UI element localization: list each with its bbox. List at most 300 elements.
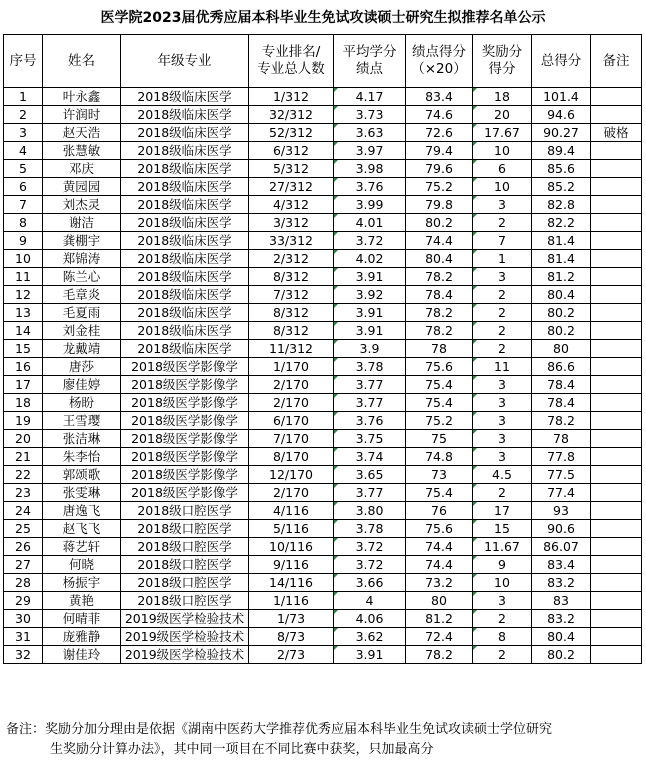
cell-gpa: 4.02 [334, 250, 406, 268]
cell-total: 77.4 [532, 484, 591, 502]
header-bonus-line1: 奖励分 [481, 44, 523, 60]
cell-total: 80.4 [532, 628, 591, 646]
table-row [4, 574, 642, 592]
cell-name: 蒋艺轩 [43, 538, 121, 556]
cell-bonus: 11 [473, 358, 532, 376]
cell-gpa: 3.78 [334, 358, 406, 376]
cell-gpa-score: 79.8 [406, 196, 473, 214]
cell-gpa: 4.06 [334, 610, 406, 628]
table-row [4, 286, 642, 304]
cell-gpa-score: 74.4 [406, 538, 473, 556]
cell-no: 22 [4, 466, 43, 484]
cell-gpa: 3.77 [334, 376, 406, 394]
cell-rank: 14/116 [249, 574, 334, 592]
table-row [4, 322, 642, 340]
cell-remark [591, 214, 642, 232]
cell-no: 32 [4, 646, 43, 664]
cell-gpa: 3.76 [334, 178, 406, 196]
cell-no: 1 [4, 88, 43, 106]
cell-bonus: 18 [473, 88, 532, 106]
cell-gpa: 3.97 [334, 142, 406, 160]
cell-remark [591, 520, 642, 538]
cell-major: 2018级临床医学 [121, 304, 249, 322]
table-row [4, 268, 642, 286]
cell-rank: 2/170 [249, 376, 334, 394]
cell-rank: 8/170 [249, 448, 334, 466]
cell-gpa-score: 81.2 [406, 610, 473, 628]
cell-remark [591, 556, 642, 574]
header-bonus-line2: 得分 [488, 61, 516, 77]
cell-total: 93 [532, 502, 591, 520]
cell-no: 28 [4, 574, 43, 592]
cell-bonus: 15 [473, 520, 532, 538]
cell-total: 82.2 [532, 214, 591, 232]
header-gpa-line2: 绩点 [356, 61, 383, 77]
cell-name: 唐逸飞 [43, 502, 121, 520]
cell-remark [591, 448, 642, 466]
cell-rank: 5/312 [249, 160, 334, 178]
table-row [4, 340, 642, 358]
cell-rank: 5/116 [249, 520, 334, 538]
cell-major: 2018级临床医学 [121, 322, 249, 340]
cell-bonus: 3 [473, 394, 532, 412]
cell-gpa: 3.65 [334, 466, 406, 484]
cell-gpa-score: 74.8 [406, 448, 473, 466]
cell-name: 谢洁 [43, 214, 121, 232]
cell-gpa-score: 75.2 [406, 178, 473, 196]
table-row [4, 178, 642, 196]
cell-gpa-score: 78.2 [406, 304, 473, 322]
table-row [4, 466, 642, 484]
cell-no: 20 [4, 430, 43, 448]
cell-rank: 27/312 [249, 178, 334, 196]
cell-gpa-score: 79.4 [406, 142, 473, 160]
cell-no: 6 [4, 178, 43, 196]
table-row [4, 610, 642, 628]
cell-no: 2 [4, 106, 43, 124]
cell-bonus: 11.67 [473, 538, 532, 556]
cell-rank: 11/312 [249, 340, 334, 358]
cell-total: 94.6 [532, 106, 591, 124]
cell-name: 刘杰灵 [43, 196, 121, 214]
cell-remark [591, 88, 642, 106]
cell-rank: 3/312 [249, 214, 334, 232]
cell-no: 15 [4, 340, 43, 358]
cell-major: 2018级医学影像学 [121, 358, 249, 376]
cell-remark [591, 430, 642, 448]
cell-gpa-score: 83.4 [406, 88, 473, 106]
cell-name: 张洁琳 [43, 430, 121, 448]
cell-bonus: 10 [473, 178, 532, 196]
cell-total: 78.2 [532, 412, 591, 430]
cell-no: 3 [4, 124, 43, 142]
cell-bonus: 2 [473, 484, 532, 502]
cell-gpa: 3.66 [334, 574, 406, 592]
cell-gpa-score: 74.6 [406, 106, 473, 124]
cell-no: 14 [4, 322, 43, 340]
cell-name: 毛章炎 [43, 286, 121, 304]
cell-gpa-score: 72.6 [406, 124, 473, 142]
cell-no: 4 [4, 142, 43, 160]
cell-major: 2018级医学影像学 [121, 466, 249, 484]
cell-name: 赵飞飞 [43, 520, 121, 538]
cell-remark: 破格 [591, 124, 642, 142]
cell-total: 77.5 [532, 466, 591, 484]
cell-major: 2018级口腔医学 [121, 502, 249, 520]
cell-name: 唐莎 [43, 358, 121, 376]
header-gpa [334, 35, 406, 88]
cell-remark [591, 592, 642, 610]
cell-bonus: 2 [473, 610, 532, 628]
cell-total: 90.27 [532, 124, 591, 142]
cell-bonus: 7 [473, 232, 532, 250]
cell-bonus: 8 [473, 628, 532, 646]
cell-total: 83.4 [532, 556, 591, 574]
table-row [4, 88, 642, 106]
table-row [4, 646, 642, 664]
cell-remark [591, 574, 642, 592]
cell-rank: 2/312 [249, 250, 334, 268]
table-row [4, 142, 642, 160]
cell-major: 2018级医学影像学 [121, 394, 249, 412]
cell-gpa: 3.62 [334, 628, 406, 646]
table-row [4, 160, 642, 178]
cell-gpa: 3.9 [334, 340, 406, 358]
cell-name: 刘金桂 [43, 322, 121, 340]
cell-gpa-score: 75.4 [406, 376, 473, 394]
cell-name: 邓庆 [43, 160, 121, 178]
cell-no: 27 [4, 556, 43, 574]
table-row [4, 430, 642, 448]
cell-gpa: 3.91 [334, 304, 406, 322]
cell-name: 何晓 [43, 556, 121, 574]
cell-total: 80.2 [532, 646, 591, 664]
cell-gpa-score: 78.2 [406, 268, 473, 286]
cell-total: 85.2 [532, 178, 591, 196]
table-row [4, 124, 642, 142]
cell-gpa-score: 80.4 [406, 250, 473, 268]
cell-remark [591, 304, 642, 322]
cell-gpa-score: 75.6 [406, 358, 473, 376]
cell-name: 郑锦涛 [43, 250, 121, 268]
cell-bonus: 3 [473, 592, 532, 610]
cell-remark [591, 394, 642, 412]
cell-gpa-score: 76 [406, 502, 473, 520]
cell-bonus: 17 [473, 502, 532, 520]
table-row [4, 556, 642, 574]
cell-total: 81.4 [532, 250, 591, 268]
header-total: 总得分 [532, 35, 591, 88]
cell-major: 2018级临床医学 [121, 340, 249, 358]
cell-gpa-score: 80 [406, 592, 473, 610]
cell-name: 赵天浩 [43, 124, 121, 142]
cell-rank: 32/312 [249, 106, 334, 124]
cell-total: 86.6 [532, 358, 591, 376]
header-row [4, 35, 642, 88]
cell-no: 17 [4, 376, 43, 394]
cell-total: 77.8 [532, 448, 591, 466]
cell-gpa: 3.91 [334, 646, 406, 664]
table-row [4, 394, 642, 412]
header-rank-line1: 专业排名/ [261, 44, 321, 60]
cell-remark [591, 358, 642, 376]
header-remark: 备注 [591, 35, 642, 88]
cell-remark [591, 340, 642, 358]
page-title: 医学院2023届优秀应届本科毕业生免试攻读硕士研究生拟推荐名单公示 [100, 10, 546, 26]
cell-total: 89.4 [532, 142, 591, 160]
cell-name: 毛夏雨 [43, 304, 121, 322]
cell-bonus: 2 [473, 304, 532, 322]
cell-name: 廖佳婷 [43, 376, 121, 394]
recommendation-table [3, 34, 642, 664]
cell-major: 2019级医学检验技术 [121, 646, 249, 664]
cell-remark [591, 142, 642, 160]
cell-major: 2018级临床医学 [121, 268, 249, 286]
cell-major: 2018级医学影像学 [121, 484, 249, 502]
cell-no: 24 [4, 502, 43, 520]
cell-no: 16 [4, 358, 43, 376]
cell-bonus: 3 [473, 412, 532, 430]
cell-name: 叶永鑫 [43, 88, 121, 106]
cell-bonus: 3 [473, 448, 532, 466]
cell-name: 杨盼 [43, 394, 121, 412]
cell-bonus: 3 [473, 268, 532, 286]
cell-bonus: 17.67 [473, 124, 532, 142]
cell-remark [591, 196, 642, 214]
cell-bonus: 20 [473, 106, 532, 124]
cell-rank: 2/170 [249, 484, 334, 502]
cell-remark [591, 160, 642, 178]
cell-major: 2018级临床医学 [121, 214, 249, 232]
cell-gpa-score: 80.2 [406, 214, 473, 232]
cell-gpa: 3.80 [334, 502, 406, 520]
cell-gpa-score: 75.4 [406, 394, 473, 412]
cell-gpa: 3.92 [334, 286, 406, 304]
cell-gpa-score: 78 [406, 340, 473, 358]
cell-total: 81.2 [532, 268, 591, 286]
cell-total: 83.2 [532, 610, 591, 628]
table-row [4, 628, 642, 646]
cell-rank: 1/312 [249, 88, 334, 106]
cell-no: 10 [4, 250, 43, 268]
table-row [4, 106, 642, 124]
cell-remark [591, 646, 642, 664]
cell-name: 王雪璎 [43, 412, 121, 430]
cell-bonus: 10 [473, 574, 532, 592]
cell-remark [591, 484, 642, 502]
cell-gpa-score: 73 [406, 466, 473, 484]
table-row [4, 232, 642, 250]
cell-gpa-score: 74.4 [406, 232, 473, 250]
cell-gpa: 3.63 [334, 124, 406, 142]
cell-bonus: 10 [473, 142, 532, 160]
cell-remark [591, 322, 642, 340]
cell-bonus: 2 [473, 322, 532, 340]
cell-bonus: 2 [473, 214, 532, 232]
cell-rank: 1/170 [249, 358, 334, 376]
cell-name: 陈兰心 [43, 268, 121, 286]
cell-gpa: 4 [334, 592, 406, 610]
cell-major: 2018级医学影像学 [121, 412, 249, 430]
cell-major: 2018级临床医学 [121, 106, 249, 124]
header-name: 姓名 [43, 35, 121, 88]
cell-rank: 8/312 [249, 322, 334, 340]
table-row [4, 502, 642, 520]
header-gpa-score-line1: 绩点得分 [412, 44, 466, 60]
cell-rank: 12/170 [249, 466, 334, 484]
cell-gpa: 4.01 [334, 214, 406, 232]
header-bonus [473, 35, 532, 88]
cell-total: 78 [532, 430, 591, 448]
cell-major: 2018级医学影像学 [121, 376, 249, 394]
footnote-line1: 备注：奖励分加分理由是依据《湖南中医药大学推荐优秀应届本科毕业生免试攻读硕士学位研究 [6, 722, 553, 737]
cell-total: 78.4 [532, 376, 591, 394]
cell-total: 85.6 [532, 160, 591, 178]
table-body [4, 88, 642, 664]
cell-gpa: 3.77 [334, 394, 406, 412]
cell-name: 庞雅静 [43, 628, 121, 646]
cell-bonus: 9 [473, 556, 532, 574]
table-row [4, 592, 642, 610]
cell-remark [591, 268, 642, 286]
cell-name: 黄园园 [43, 178, 121, 196]
cell-major: 2018级医学影像学 [121, 448, 249, 466]
table-row [4, 250, 642, 268]
cell-bonus: 3 [473, 376, 532, 394]
cell-rank: 4/116 [249, 502, 334, 520]
cell-name: 何晴菲 [43, 610, 121, 628]
cell-major: 2018级临床医学 [121, 178, 249, 196]
cell-gpa: 3.76 [334, 412, 406, 430]
cell-name: 谢佳玲 [43, 646, 121, 664]
cell-remark [591, 232, 642, 250]
cell-no: 18 [4, 394, 43, 412]
cell-gpa: 3.75 [334, 430, 406, 448]
header-no: 序号 [4, 35, 43, 88]
cell-major: 2018级口腔医学 [121, 538, 249, 556]
cell-remark [591, 466, 642, 484]
cell-no: 21 [4, 448, 43, 466]
table-row [4, 214, 642, 232]
cell-gpa: 3.99 [334, 196, 406, 214]
cell-no: 9 [4, 232, 43, 250]
cell-remark [591, 106, 642, 124]
cell-gpa-score: 72.4 [406, 628, 473, 646]
cell-rank: 52/312 [249, 124, 334, 142]
cell-major: 2018级临床医学 [121, 88, 249, 106]
cell-bonus: 2 [473, 286, 532, 304]
cell-gpa-score: 79.6 [406, 160, 473, 178]
cell-no: 19 [4, 412, 43, 430]
cell-major: 2018级临床医学 [121, 286, 249, 304]
cell-gpa: 4.17 [334, 88, 406, 106]
cell-total: 80.2 [532, 322, 591, 340]
cell-gpa-score: 74.4 [406, 556, 473, 574]
cell-major: 2019级医学检验技术 [121, 610, 249, 628]
cell-no: 11 [4, 268, 43, 286]
header-rank-line2: 专业总人数 [257, 61, 325, 77]
cell-gpa-score: 75.4 [406, 484, 473, 502]
cell-name: 郭颂歌 [43, 466, 121, 484]
cell-gpa-score: 75 [406, 430, 473, 448]
header-rank [249, 35, 334, 88]
cell-name: 许润时 [43, 106, 121, 124]
cell-total: 101.4 [532, 88, 591, 106]
cell-bonus: 6 [473, 160, 532, 178]
cell-name: 杨振宇 [43, 574, 121, 592]
cell-rank: 6/312 [249, 142, 334, 160]
cell-gpa-score: 78.2 [406, 646, 473, 664]
table-row [4, 520, 642, 538]
table-row [4, 448, 642, 466]
cell-rank: 10/116 [249, 538, 334, 556]
cell-bonus: 3 [473, 196, 532, 214]
cell-no: 5 [4, 160, 43, 178]
cell-gpa-score: 75.6 [406, 520, 473, 538]
cell-major: 2018级口腔医学 [121, 574, 249, 592]
cell-major: 2018级临床医学 [121, 124, 249, 142]
cell-major: 2018级口腔医学 [121, 520, 249, 538]
footnote-line2: 生奖励分计算办法》，其中同一项目在不同比赛中获奖，只加最高分 [50, 742, 434, 757]
cell-bonus: 1 [473, 250, 532, 268]
cell-remark [591, 376, 642, 394]
cell-rank: 1/73 [249, 610, 334, 628]
cell-major: 2018级临床医学 [121, 250, 249, 268]
cell-gpa: 3.78 [334, 520, 406, 538]
cell-rank: 2/73 [249, 646, 334, 664]
cell-gpa-score: 78.2 [406, 322, 473, 340]
cell-name: 龚棚宇 [43, 232, 121, 250]
table-row [4, 412, 642, 430]
cell-total: 80.4 [532, 286, 591, 304]
cell-remark [591, 628, 642, 646]
cell-rank: 8/312 [249, 304, 334, 322]
cell-name: 朱李怡 [43, 448, 121, 466]
cell-rank: 1/116 [249, 592, 334, 610]
cell-no: 13 [4, 304, 43, 322]
cell-gpa-score: 73.2 [406, 574, 473, 592]
cell-no: 7 [4, 196, 43, 214]
cell-total: 78.4 [532, 394, 591, 412]
cell-total: 83.2 [532, 574, 591, 592]
cell-major: 2018级口腔医学 [121, 556, 249, 574]
cell-no: 29 [4, 592, 43, 610]
cell-no: 8 [4, 214, 43, 232]
cell-no: 30 [4, 610, 43, 628]
cell-total: 80.2 [532, 304, 591, 322]
cell-no: 12 [4, 286, 43, 304]
cell-gpa: 3.74 [334, 448, 406, 466]
header-gpa-score-line2: （×20） [411, 61, 467, 77]
cell-major: 2018级临床医学 [121, 160, 249, 178]
table-row [4, 484, 642, 502]
cell-rank: 7/170 [249, 430, 334, 448]
cell-rank: 4/312 [249, 196, 334, 214]
cell-total: 86.07 [532, 538, 591, 556]
cell-major: 2018级临床医学 [121, 232, 249, 250]
cell-gpa: 3.77 [334, 484, 406, 502]
cell-remark [591, 502, 642, 520]
cell-name: 黄艳 [43, 592, 121, 610]
table-row [4, 196, 642, 214]
header-major: 年级专业 [121, 35, 249, 88]
cell-gpa: 3.73 [334, 106, 406, 124]
cell-major: 2018级口腔医学 [121, 592, 249, 610]
cell-rank: 33/312 [249, 232, 334, 250]
cell-total: 80 [532, 340, 591, 358]
cell-remark [591, 538, 642, 556]
cell-total: 81.4 [532, 232, 591, 250]
